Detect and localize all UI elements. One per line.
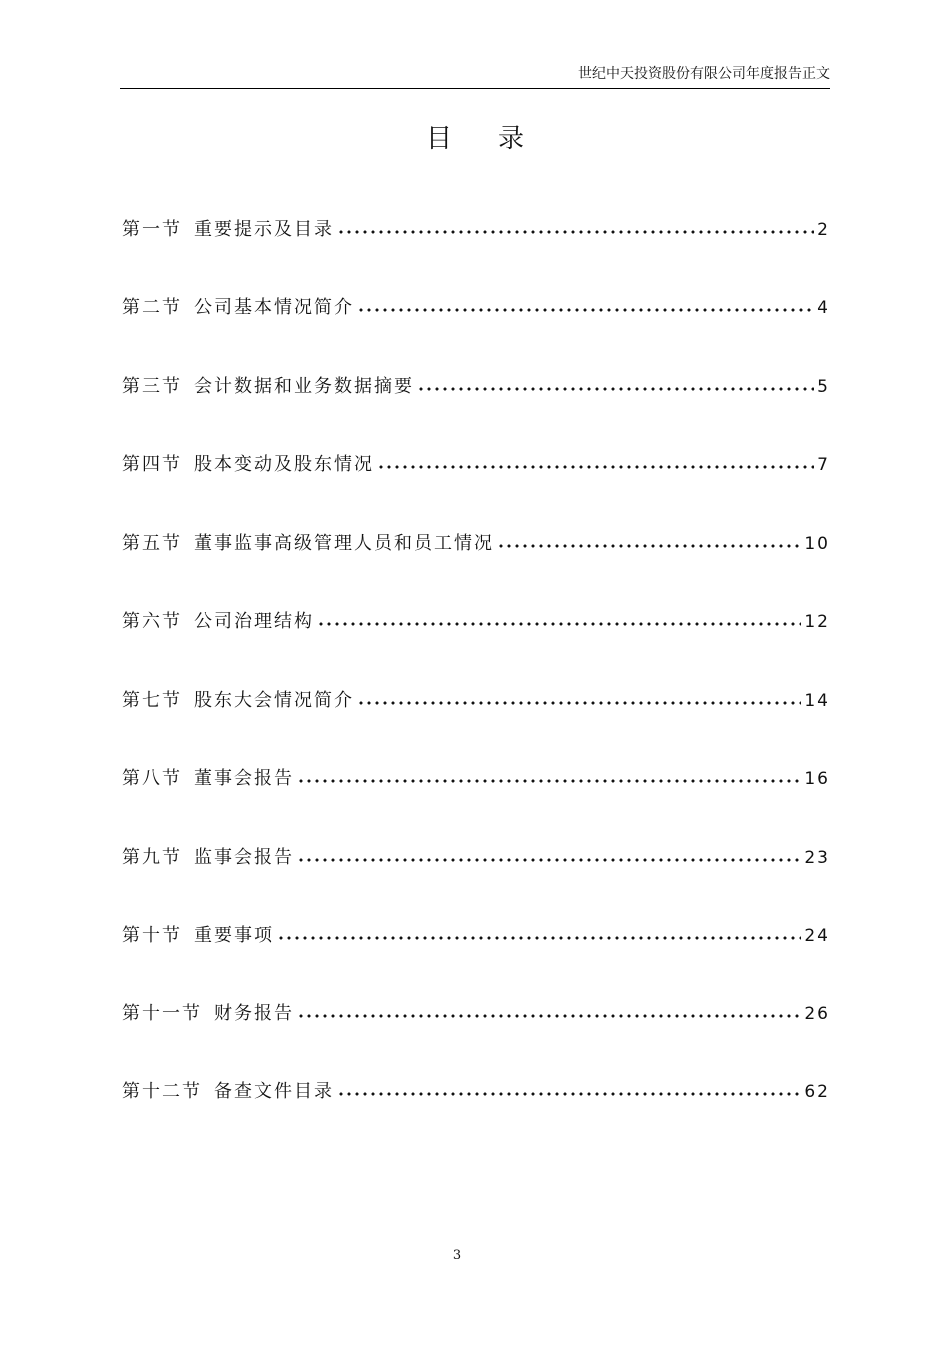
dot-leader [297,858,801,862]
dot-leader [357,701,801,705]
dot-leader [297,1014,801,1018]
page-number: 3 [452,1248,462,1263]
toc-page-number: 2 [817,220,830,240]
toc-entry[interactable] [122,531,830,557]
toc-section-title: 公司治理结构 [194,611,314,632]
toc-section-title: 股东大会情况简介 [194,690,354,711]
page-title: 目录 [425,124,570,154]
toc-section-title: 财务报告 [214,1003,294,1024]
toc-section-title: 监事会报告 [194,847,294,868]
toc-entry[interactable] [122,609,830,635]
dot-leader [297,779,801,783]
toc-page-number: 5 [817,377,830,397]
toc-entry[interactable] [122,845,830,871]
toc-entry[interactable] [122,217,830,243]
toc-page-number: 62 [804,1082,830,1102]
toc-page-number: 14 [804,691,830,711]
toc-section-title: 董事会报告 [194,768,294,789]
toc-section-title: 公司基本情况简介 [194,297,354,318]
toc-section-title: 会计数据和业务数据摘要 [194,376,414,397]
toc-page-number: 12 [804,612,830,632]
toc-section-number: 第四节 [122,454,182,475]
toc-section-title: 股本变动及股东情况 [194,454,374,475]
toc-section-number: 第十节 [122,925,182,946]
toc-section-title: 董事监事高级管理人员和员工情况 [194,533,494,554]
toc-section-title: 重要事项 [194,925,274,946]
toc-page-number: 16 [804,769,830,789]
toc-section-number: 第五节 [122,533,182,554]
dot-leader [337,230,814,234]
toc-page-number: 7 [817,455,830,475]
toc-section-number: 第七节 [122,690,182,711]
dot-leader [417,387,814,391]
toc-entry[interactable] [122,374,830,400]
header-rule [120,88,830,89]
toc-entry[interactable] [122,1079,830,1105]
dot-leader [497,544,801,548]
dot-leader [377,465,814,469]
toc-entry[interactable] [122,452,830,478]
toc-entry[interactable] [122,1001,830,1027]
dot-leader [317,622,801,626]
toc-section-number: 第十二节 [122,1081,202,1102]
toc-section-number: 第二节 [122,297,182,318]
toc-page-number: 10 [804,534,830,554]
running-header: 世纪中天投资股份有限公司年度报告正文 [578,66,830,82]
toc-section-number: 第六节 [122,611,182,632]
toc-section-number: 第三节 [122,376,182,397]
toc-entry[interactable] [122,295,830,321]
toc-page-number: 26 [804,1004,830,1024]
toc-entry[interactable] [122,766,830,792]
toc-section-number: 第十一节 [122,1003,202,1024]
dot-leader [357,308,814,312]
toc-page-number: 4 [817,298,830,318]
toc-section-number: 第一节 [122,219,182,240]
toc-page-number: 24 [804,926,830,946]
toc-section-number: 第九节 [122,847,182,868]
dot-leader [337,1092,801,1096]
toc-page-number: 23 [804,848,830,868]
toc-section-number: 第八节 [122,768,182,789]
toc-entry[interactable] [122,923,830,949]
dot-leader [277,936,801,940]
toc-entry[interactable] [122,688,830,714]
toc-section-title: 备查文件目录 [214,1081,334,1102]
toc-section-title: 重要提示及目录 [194,219,334,240]
